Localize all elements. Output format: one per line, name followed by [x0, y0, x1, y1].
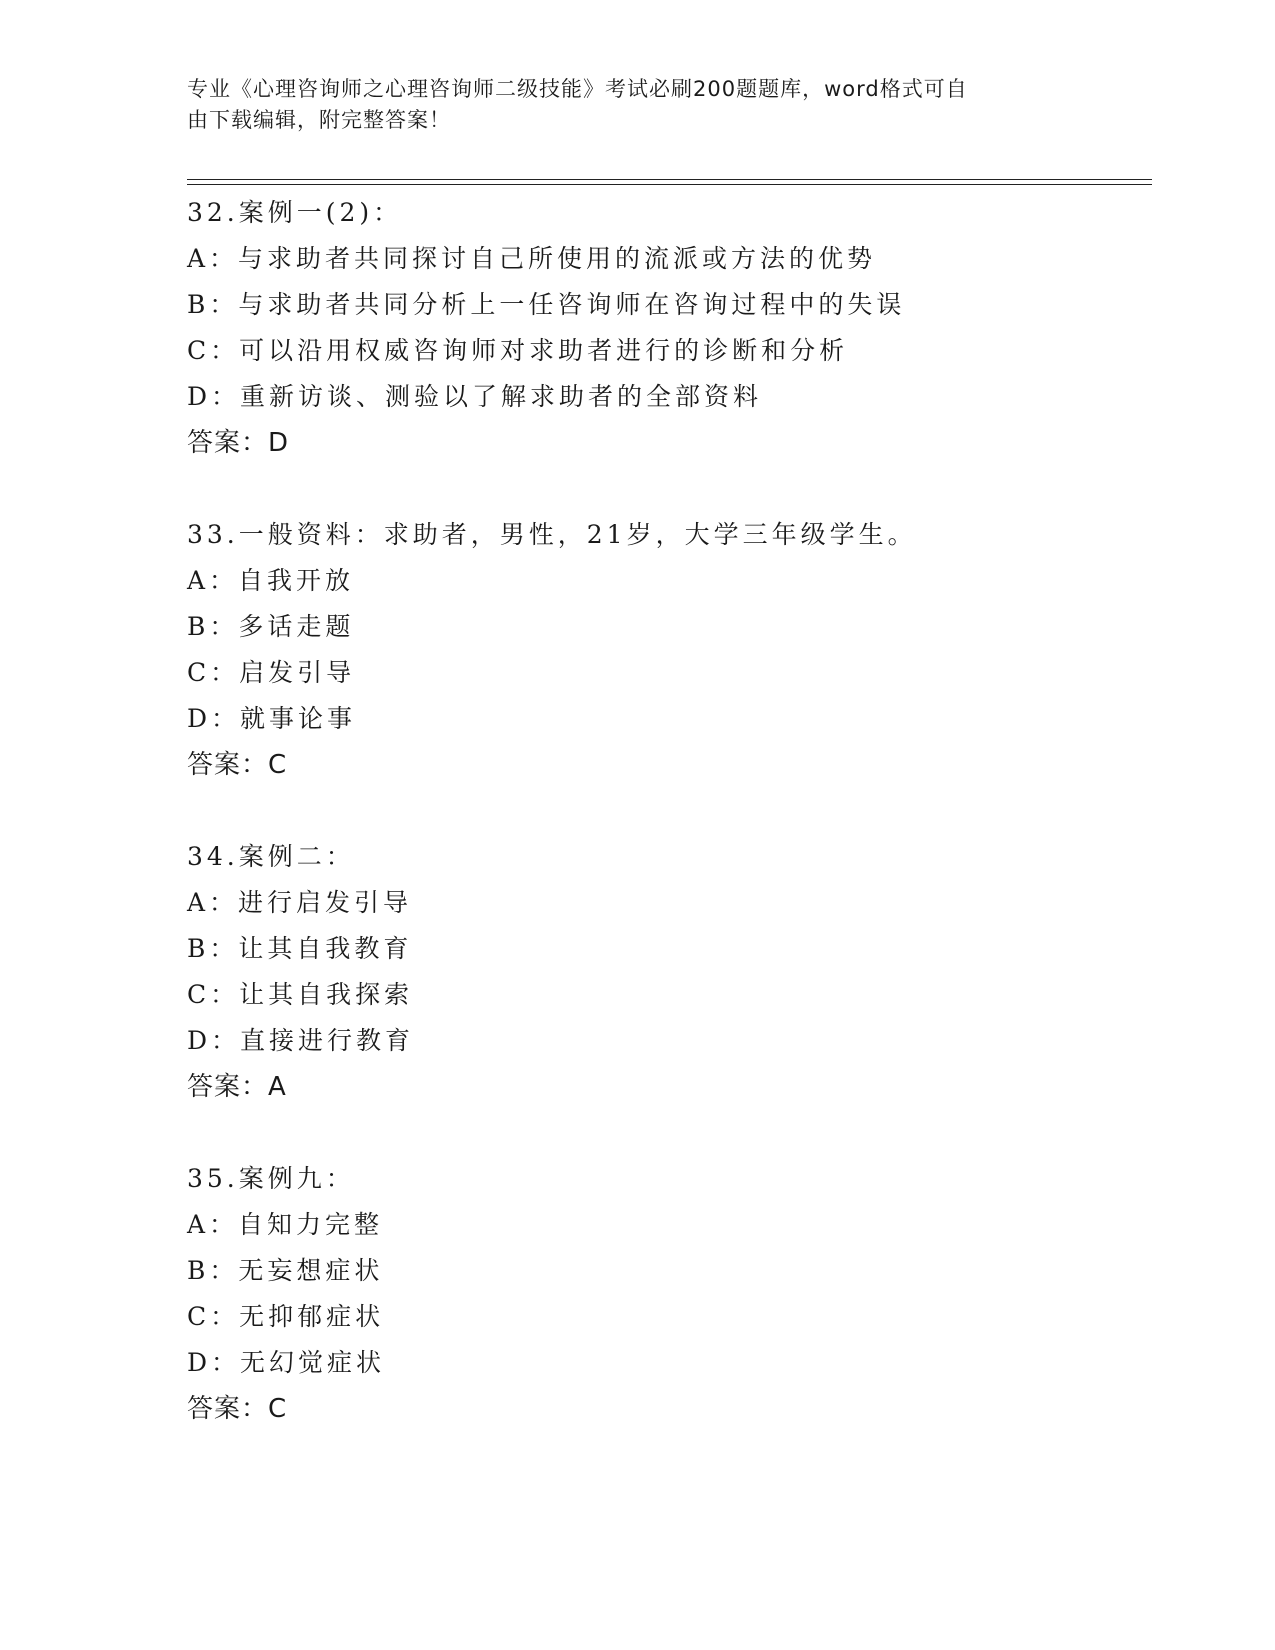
option-b: B：多话走题	[187, 612, 355, 641]
option-d: D：无幻觉症状	[187, 1348, 386, 1377]
option-c: C：让其自我探索	[187, 980, 414, 1009]
option-b: B：与求助者共同分析上一任咨询师在咨询过程中的失误	[187, 290, 906, 319]
option-a: A：自知力完整	[187, 1210, 384, 1239]
option-c: C：启发引导	[187, 658, 356, 687]
header-rule-top	[187, 179, 1152, 180]
header-line-2: 由下载编辑，附完整答案！	[187, 108, 451, 132]
document-header	[187, 74, 1067, 136]
question-35	[187, 1156, 1152, 1432]
option-a: A：自我开放	[187, 566, 355, 595]
answer-label: 答案：A	[187, 1072, 287, 1102]
question-34	[187, 834, 1152, 1110]
question-33	[187, 512, 1152, 788]
option-d: D：就事论事	[187, 704, 357, 733]
question-list	[187, 190, 1152, 1478]
answer-label: 答案：D	[187, 428, 290, 458]
header-rule-bottom	[187, 184, 1152, 185]
option-c: C：无抑郁症状	[187, 1302, 385, 1331]
option-c: C：可以沿用权威咨询师对求助者进行的诊断和分析	[187, 336, 849, 365]
option-d: D：直接进行教育	[187, 1026, 415, 1055]
option-a: A：与求助者共同探讨自己所使用的流派或方法的优势	[187, 244, 877, 273]
question-stem: 32.案例一(2)：	[187, 198, 403, 227]
question-stem: 34.案例二：	[187, 842, 355, 871]
header-line-1: 专业《心理咨询师之心理咨询师二级技能》考试必刷200题题库，word格式可自	[187, 77, 968, 101]
option-d: D：重新访谈、测验以了解求助者的全部资料	[187, 382, 763, 411]
option-a: A：进行启发引导	[187, 888, 413, 917]
question-stem: 33.一般资料：求助者，男性，21岁，大学三年级学生。	[187, 520, 917, 549]
option-b: B：无妄想症状	[187, 1256, 384, 1285]
answer-label: 答案：C	[187, 750, 288, 780]
answer-label: 答案：C	[187, 1394, 288, 1424]
question-32	[187, 190, 1152, 466]
question-stem: 35.案例九：	[187, 1164, 355, 1193]
option-b: B：让其自我教育	[187, 934, 413, 963]
